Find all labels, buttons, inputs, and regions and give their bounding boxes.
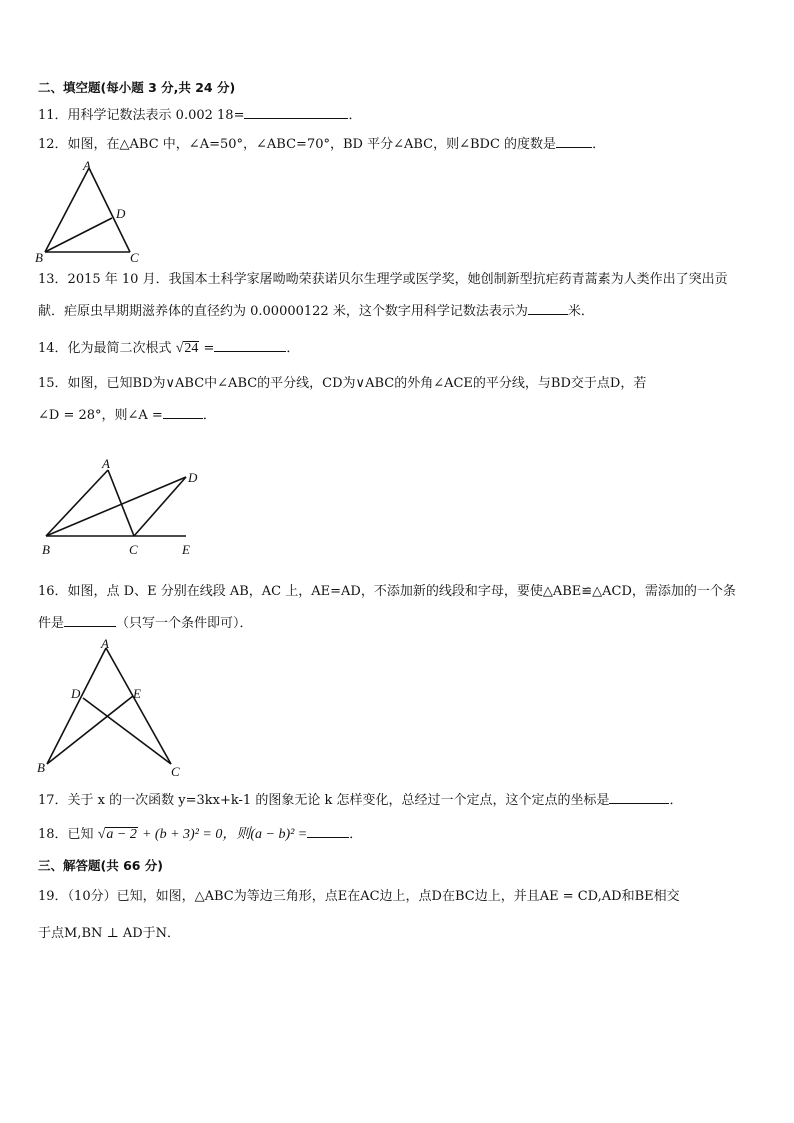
fig16-label-a: A	[101, 636, 109, 651]
question-16-line-2	[38, 614, 253, 633]
question-17-end: ．	[669, 793, 683, 808]
question-18-equation: + (b + 3)² = 0，则(a − b)² =	[141, 827, 308, 842]
answer-blank-18[interactable]	[307, 825, 349, 838]
answer-blank-17[interactable]	[609, 791, 669, 804]
fig15-label-a: A	[102, 456, 110, 471]
radicand-24: 24	[184, 341, 199, 356]
answer-blank-12[interactable]	[556, 135, 592, 148]
question-12-text: 12．如图，在△ABC 中，∠A=50°，∠ABC=70°，BD 平分∠ABC，则∠BDC 的度数是	[38, 137, 557, 152]
question-12-end: ．	[592, 137, 606, 152]
question-13-line-2	[38, 302, 594, 321]
answer-blank-16[interactable]	[64, 614, 116, 627]
figure-q16-triangle	[33, 636, 193, 782]
question-17	[38, 791, 682, 810]
fig15-label-e: E	[182, 542, 190, 557]
fig16-label-e: E	[133, 686, 141, 701]
question-18	[38, 825, 362, 844]
fig16-label-d: D	[71, 686, 81, 701]
question-19-line-2: 于点M,BN ⊥ AD于N．	[38, 926, 181, 941]
question-16-text-end: （只写一个条件即可）．	[116, 616, 253, 631]
question-15-line-2	[38, 406, 216, 425]
answer-blank-14[interactable]	[214, 339, 286, 352]
answer-blank-15[interactable]	[163, 406, 203, 419]
question-14-end: ．	[286, 341, 300, 356]
radicand-a-minus-2: a − 2	[106, 827, 137, 842]
fig15-label-c: C	[129, 542, 138, 557]
fig12-label-c: C	[130, 250, 139, 265]
question-18-end: ．	[349, 827, 363, 842]
question-18-prefix: 18．已知	[38, 827, 94, 842]
question-15-end: ．	[202, 408, 216, 423]
figure-q15-triangle	[38, 452, 208, 558]
question-17-text: 17．关于 x 的一次函数 y=3kx+k-1 的图象无论 k 怎样变化，总经过一个定点，这个定点的坐标是	[38, 793, 610, 808]
fig12-label-d: D	[116, 206, 126, 221]
sqrt-symbol: √24	[175, 341, 199, 356]
sqrt-symbol-18: √a − 2	[97, 827, 137, 842]
fig15-label-d: D	[188, 470, 198, 485]
question-13-line-1: 13．2015 年 10 月．我国本土科学家屠呦呦荣获诺贝尔生理学或医学奖，她创制新型抗疟药青蒿素为人类作出了突出贡	[38, 272, 728, 287]
question-11	[38, 106, 361, 125]
question-14	[38, 339, 299, 358]
question-15-text: ∠D = 28°，则∠A =	[38, 408, 163, 423]
fig16-label-c: C	[171, 764, 180, 779]
question-11-end: ．	[348, 108, 362, 123]
fig12-label-a: A	[83, 158, 91, 173]
answer-blank-13[interactable]	[528, 302, 568, 315]
question-13-text: 献．疟原虫早期期滋养体的直径约为 0.00000122 米，这个数字用科学记数法表示为	[38, 304, 528, 319]
fig16-label-b: B	[37, 760, 45, 775]
question-14-text: 14．化为最简二次根式	[38, 341, 172, 356]
fig15-label-b: B	[42, 542, 50, 557]
fig12-label-b: B	[35, 250, 43, 265]
answer-blank-11[interactable]	[244, 106, 348, 119]
question-13-end: 米．	[567, 304, 594, 319]
question-16-text: 件是	[38, 616, 65, 631]
section-2-title: 二、填空题(每小题 3 分,共 24 分)	[38, 80, 236, 95]
question-11-text: 11．用科学记数法表示 0.002 18=	[38, 108, 245, 123]
figure-q12-triangle	[33, 158, 143, 266]
section-3-title: 三、解答题(共 66 分)	[38, 858, 164, 873]
question-19-line-1: 19．（10分）已知，如图，△ABC为等边三角形，点E在AC边上，点D在BC边上，并且AE = CD,AD和BE相交	[38, 889, 680, 904]
question-16-line-1: 16．如图，点 D、E 分别在线段 AB，AC 上，AE=AD，不添加新的线段和字母，要使△ABE≌△ACD，需添加的一个条	[38, 584, 736, 599]
equals-sign: =	[203, 341, 215, 356]
question-12	[38, 135, 605, 154]
question-15-line-1: 15．如图，已知BD为∨ABC中∠ABC的平分线，CD为∨ABC的外角∠ACE的平分线，与BD交于点D，若	[38, 376, 647, 391]
